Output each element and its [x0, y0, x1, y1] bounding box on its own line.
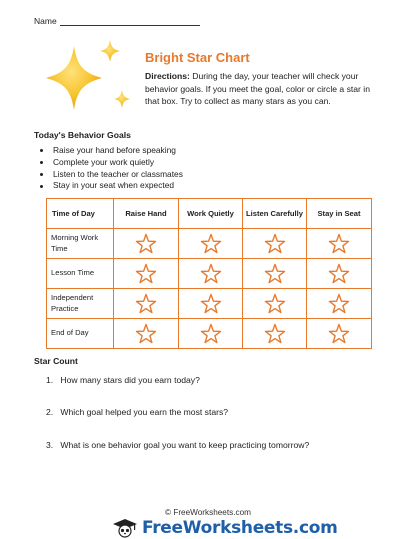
star-outline-icon[interactable]: [328, 263, 350, 284]
star-outline-icon[interactable]: [135, 293, 157, 314]
bullet-icon: [40, 173, 43, 176]
table-row: [47, 259, 372, 289]
star-outline-icon[interactable]: [200, 263, 222, 284]
star-cell[interactable]: [307, 229, 372, 259]
graduate-mascot-icon: [112, 518, 138, 538]
column-header-time: Time of Day: [47, 199, 114, 229]
star-outline-icon[interactable]: [264, 233, 286, 254]
star-cell[interactable]: [179, 319, 243, 349]
star-cell[interactable]: [243, 289, 307, 319]
star-outline-icon[interactable]: [328, 293, 350, 314]
goal-item: Raise your hand before speaking: [34, 145, 183, 157]
logo-text: FreeWorksheets.com: [142, 518, 338, 538]
star-cell[interactable]: [307, 319, 372, 349]
row-label: Morning Work Time: [47, 229, 114, 259]
goals-list: [34, 145, 183, 192]
star-outline-icon[interactable]: [328, 323, 350, 344]
footer-copyright: © FreeWorksheets.com: [165, 508, 251, 517]
question-item: 2. Which goal helped you earn the most stars?: [46, 407, 229, 417]
directions-paragraph: [145, 70, 385, 108]
star-cell[interactable]: [243, 319, 307, 349]
row-label: Lesson Time: [47, 259, 114, 289]
question-item: 3. What is one behavior goal you want to keep practicing tomorrow?: [46, 440, 310, 450]
star-cell[interactable]: [179, 229, 243, 259]
star-cell[interactable]: [114, 319, 179, 349]
name-line[interactable]: [60, 17, 200, 26]
column-header-stay-in-seat: Stay in Seat: [307, 199, 372, 229]
star-cell[interactable]: [243, 229, 307, 259]
directions-text: During the day, your teacher will check your behavior goals. If you meet the goal, color or circle a star in that box. Try to collect as many stars as you can.: [145, 71, 370, 106]
goal-item: Complete your work quietly: [34, 157, 183, 169]
star-outline-icon[interactable]: [328, 233, 350, 254]
star-outline-icon[interactable]: [264, 293, 286, 314]
star-cell[interactable]: [179, 289, 243, 319]
name-row: [34, 16, 200, 26]
star-cell[interactable]: [307, 259, 372, 289]
star-cell[interactable]: [114, 229, 179, 259]
star-cell[interactable]: [307, 289, 372, 319]
star-outline-icon[interactable]: [135, 263, 157, 284]
goals-heading: Today's Behavior Goals: [34, 130, 131, 140]
name-label: Name: [34, 16, 57, 26]
row-label: Independent Practice: [47, 289, 114, 319]
table-row: [47, 319, 372, 349]
star-count-heading: Star Count: [34, 356, 78, 366]
question-item: 1. How many stars did you earn today?: [46, 375, 200, 385]
sparkle-star-icon: [36, 38, 136, 118]
column-header-listen-carefully: Listen Carefully: [243, 199, 307, 229]
directions-label: Directions:: [145, 71, 190, 81]
star-cell[interactable]: [114, 289, 179, 319]
star-outline-icon[interactable]: [200, 293, 222, 314]
star-cell[interactable]: [114, 259, 179, 289]
column-header-raise-hand: Raise Hand: [114, 199, 179, 229]
star-outline-icon[interactable]: [264, 323, 286, 344]
goal-item: Listen to the teacher or classmates: [34, 169, 183, 181]
star-outline-icon[interactable]: [135, 233, 157, 254]
bullet-icon: [40, 149, 43, 152]
goal-item: Stay in your seat when expected: [34, 180, 183, 192]
footer-logo[interactable]: [112, 518, 338, 538]
table-row: [47, 289, 372, 319]
star-outline-icon[interactable]: [135, 323, 157, 344]
star-outline-icon[interactable]: [264, 263, 286, 284]
bullet-icon: [40, 161, 43, 164]
star-cell[interactable]: [243, 259, 307, 289]
column-header-work-quietly: Work Quietly: [179, 199, 243, 229]
star-outline-icon[interactable]: [200, 233, 222, 254]
table-row: [47, 229, 372, 259]
behavior-chart-table: [46, 198, 372, 349]
worksheet-title: Bright Star Chart: [145, 50, 250, 65]
star-cell[interactable]: [179, 259, 243, 289]
star-outline-icon[interactable]: [200, 323, 222, 344]
row-label: End of Day: [47, 319, 114, 349]
bullet-icon: [40, 185, 43, 188]
table-header-row: [47, 199, 372, 229]
